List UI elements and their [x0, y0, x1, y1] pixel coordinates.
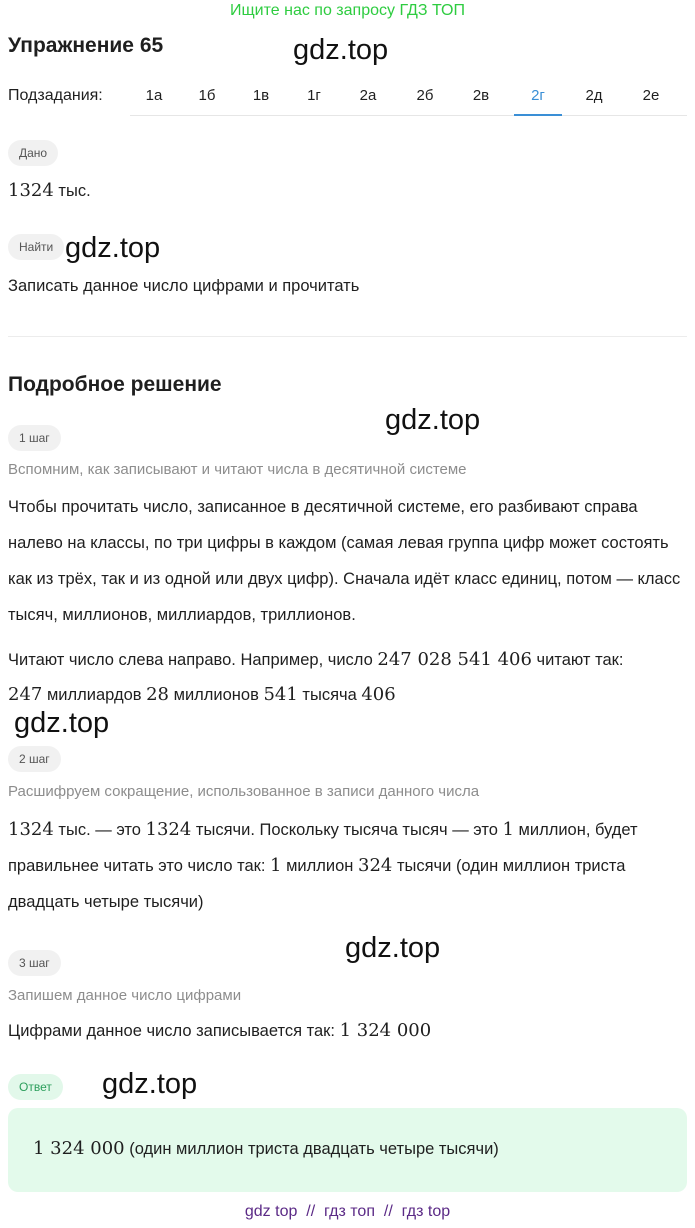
paragraph-text: миллион [281, 857, 358, 875]
given-unit: тыс. [53, 182, 91, 200]
reading-word: миллионов [169, 686, 264, 704]
answer-box [8, 1108, 687, 1192]
math-number: 247 [8, 684, 43, 705]
step-1-example-text: Читают число слева направо. Например, число [8, 651, 378, 669]
tab-2g[interactable]: 2г [514, 76, 562, 116]
watermark: gdz.top [345, 932, 441, 964]
reading-word: тысяча [297, 686, 362, 704]
answer-text [33, 1138, 499, 1159]
step-2-subtitle: Расшифруем сокращение, использованное в записи данного числа [8, 783, 480, 800]
answer-chip: Ответ [8, 1074, 63, 1100]
divider [8, 336, 687, 337]
tab-2a[interactable]: 2а [359, 87, 377, 104]
step-1-example [8, 648, 623, 672]
watermark: gdz.top [14, 707, 110, 739]
watermark: gdz.top [65, 232, 161, 264]
page-title: Упражнение 65 [8, 34, 164, 57]
step-1-example-text-2: читают так: [531, 651, 624, 669]
tab-2b[interactable]: 2б [416, 87, 434, 104]
math-number: 28 [146, 684, 170, 705]
answer-words: (один миллион триста двадцать четыре тысячи) [124, 1140, 499, 1158]
solution-title: Подробное решение [8, 373, 222, 396]
watermark: gdz.top [102, 1068, 198, 1100]
find-text: Записать данное число цифрами и прочитать [8, 277, 360, 295]
tab-1a[interactable]: 1а [145, 87, 163, 104]
top-banner: Ищите нас по запросу ГДЗ ТОП [230, 2, 465, 19]
tab-1v[interactable]: 1в [252, 87, 270, 104]
given-value [8, 179, 91, 203]
math-number: 541 [263, 684, 298, 705]
subtasks-tabbar [130, 76, 687, 116]
step-3-subtitle: Запишем данное число цифрами [8, 987, 242, 1004]
math-number: 1324 [145, 819, 192, 840]
paragraph-text: тысячи. Поскольку тысяча тысяч — это [191, 821, 503, 839]
answer-number: 1 324 000 [33, 1138, 125, 1159]
step-1-subtitle: Вспомним, как записывают и читают числа в десятичной системе [8, 461, 467, 478]
step-3-text [8, 1019, 431, 1043]
tab-1g[interactable]: 1г [307, 87, 321, 104]
math-number: 1324 [8, 819, 54, 840]
step-2-chip: 2 шаг [8, 746, 61, 772]
given-chip: Дано [8, 140, 58, 166]
math-number: 406 [361, 684, 396, 705]
step-3-number: 1 324 000 [339, 1020, 432, 1041]
reading-word: миллиардов [42, 686, 147, 704]
tab-1b[interactable]: 1б [198, 87, 216, 104]
watermark: gdz.top [293, 34, 389, 66]
watermark: gdz.top [385, 404, 481, 436]
math-number: 1 [502, 819, 514, 840]
tab-2e[interactable]: 2е [642, 87, 660, 104]
find-chip: Найти [8, 234, 64, 260]
step-3-chip: 3 шаг [8, 950, 61, 976]
tab-2d[interactable]: 2д [585, 87, 603, 104]
paragraph-text: миллион, будет правильнее читать это число так: [8, 821, 638, 875]
step-1-chip: 1 шаг [8, 425, 61, 451]
step-1-reading [8, 683, 396, 707]
given-number: 1324 [8, 180, 54, 201]
step-3-label: Цифрами данное число записывается так: [8, 1022, 340, 1040]
paragraph-text: тыс. — это [53, 821, 146, 839]
step-1-paragraph: Чтобы прочитать число, записанное в десятичной системе, его разбивают справа налево на классы, по три цифры в каждом (самая левая группа цифр может состоять как из трёх, так и из одной или двух цифр). Сначала идёт класс единиц, потом — класс тысяч, миллионов, миллиардов, триллионов. [8, 498, 681, 624]
paragraph-text: тысячи (один миллион триста двадцать четыре тысячи) [8, 857, 626, 911]
footer-links[interactable]: gdz top // гдз топ // гдз top [244, 1203, 451, 1220]
math-number: 1 [270, 855, 282, 876]
tab-2v[interactable]: 2в [472, 87, 490, 104]
step-1-example-number: 247 028 541 406 [377, 649, 532, 670]
subtasks-label: Подзадания: [8, 87, 103, 104]
math-number: 324 [358, 855, 393, 876]
step-2-paragraph [8, 812, 692, 920]
